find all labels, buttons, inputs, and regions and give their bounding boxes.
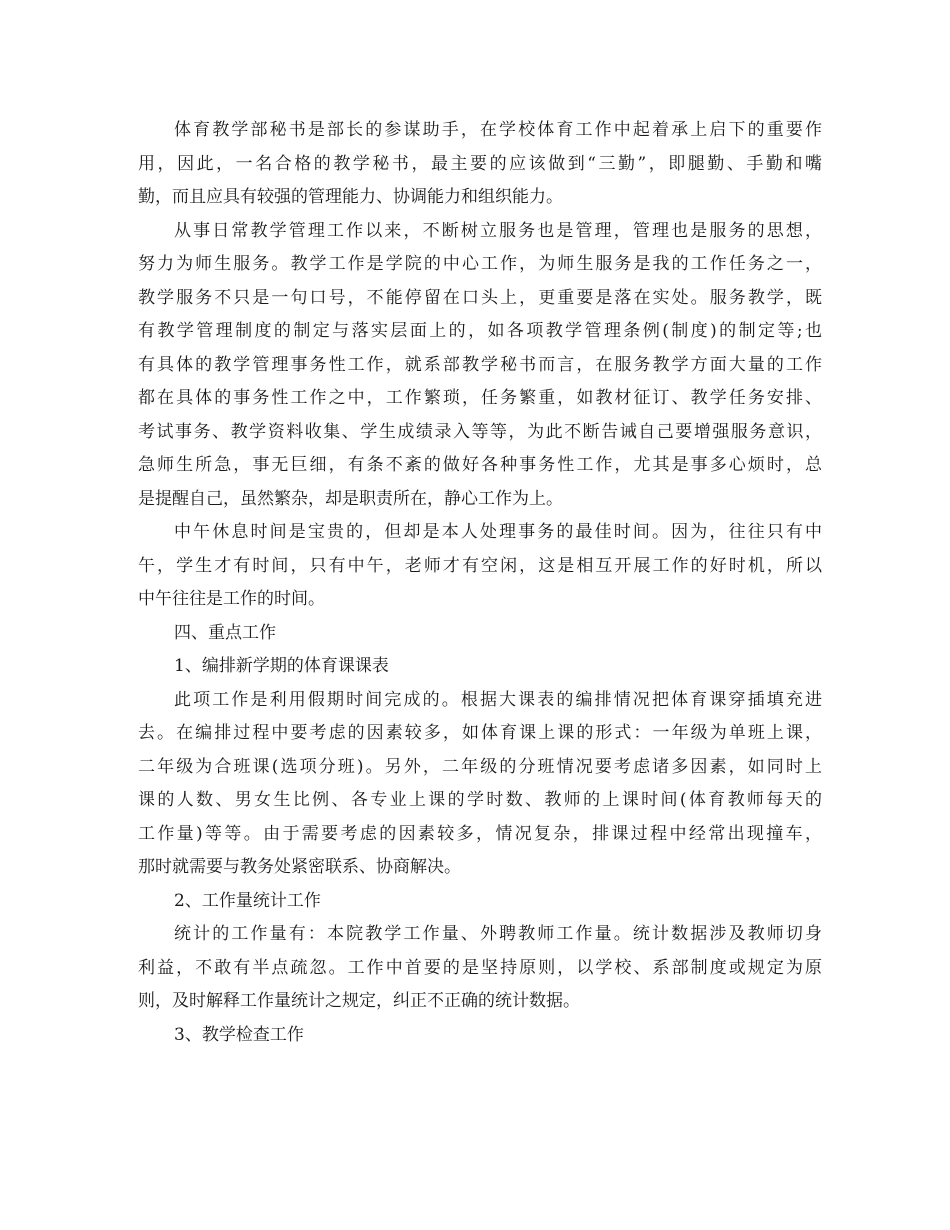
text-line: 从事日常教学管理工作以来，不断树立服务也是管理，管理也是服务的思想， (174, 220, 822, 241)
text-line: 体育教学部秘书是部长的参谋助手，在学校体育工作中起着承上启下的重要作 (174, 120, 822, 140)
text-line: 有具体的教学管理事务性工作，就系部教学秘书而言，在服务教学方面大量的工作 (138, 354, 822, 375)
text-line: 中午往往是工作的时间。 (138, 589, 325, 609)
text-line: 2、工作量统计工作 (174, 890, 321, 911)
text-line: 二年级为合班课(选项分班)。另外，二年级的分班情况要考虑诸多因素，如同时上 (138, 756, 822, 777)
text-line: 3、教学检查工作 (174, 1024, 304, 1045)
paragraph-secretary-role (138, 114, 822, 215)
text-line: 则，及时解释工作量统计之规定，纠正不正确的统计数据。 (138, 991, 580, 1011)
text-line: 急师生所急，事无巨细，有条不紊的做好各种事务性工作，尤其是事多心烦时，总 (138, 455, 822, 475)
text-line: 是提醒自己，虽然繁杂，却是职责所在，静心工作为上。 (138, 488, 563, 509)
text-line: 用，因此，一名合格的教学秘书，最主要的应该做到“三勤”，即腿勤、手勤和嘴 (138, 153, 822, 174)
paragraph-schedule (138, 684, 822, 885)
text-line: 考试事务、教学资料收集、学生成绩录入等等，为此不断告诫自己要增强服务意识， (138, 421, 822, 442)
document-body (138, 114, 822, 1052)
text-line: 努力为师生服务。教学工作是学院的中心工作，为师生服务是我的工作任务之一， (138, 254, 822, 274)
text-line: 统计的工作量有：本院教学工作量、外聘教师工作量。统计数据涉及教师切身 (174, 924, 822, 944)
text-line: 1、编排新学期的体育课课表 (174, 656, 389, 676)
paragraph-noon-time (138, 516, 822, 617)
subheading-inspection (138, 1019, 822, 1053)
text-line: 都在具体的事务性工作之中，工作繁琐，任务繁重，如教材征订、教学任务安排、 (138, 388, 822, 408)
text-line: 四、重点工作 (174, 622, 276, 643)
subheading-workload (138, 885, 822, 919)
text-line: 有教学管理制度的制定与落实层面上的，如各项教学管理条例(制度)的制定等;也 (138, 321, 822, 341)
subheading-schedule (138, 650, 822, 684)
text-line: 午，学生才有时间，只有中午，老师才有空闲，这是相互开展工作的好时机，所以 (138, 555, 822, 576)
text-line: 那时就需要与教务处紧密联系、协商解决。 (138, 857, 461, 877)
paragraph-service-teaching (138, 215, 822, 517)
paragraph-workload (138, 918, 822, 1019)
text-line: 教学服务不只是一句口号，不能停留在口头上，更重要是落在实处。服务教学，既 (138, 287, 822, 308)
text-line: 此项工作是利用假期时间完成的。根据大课表的编排情况把体育课穿插填充进 (174, 689, 822, 710)
text-line: 工作量)等等。由于需要考虑的因素较多，情况复杂，排课过程中经常出现撞车， (138, 823, 822, 844)
text-line: 去。在编排过程中要考虑的因素较多，如体育课上课的形式：一年级为单班上课， (138, 723, 822, 743)
text-line: 中午休息时间是宝贵的，但却是本人处理事务的最佳时间。因为，往往只有中 (174, 522, 822, 542)
text-line: 勤，而且应具有较强的管理能力、协调能力和组织能力。 (138, 187, 563, 207)
text-line: 利益，不敢有半点疏忽。工作中首要的是坚持原则，以学校、系部制度或规定为原 (138, 957, 822, 978)
text-line: 课的人数、男女生比例、各专业上课的学时数、教师的上课时间(体育教师每天的 (138, 790, 822, 810)
section-heading-key-work (138, 617, 822, 651)
